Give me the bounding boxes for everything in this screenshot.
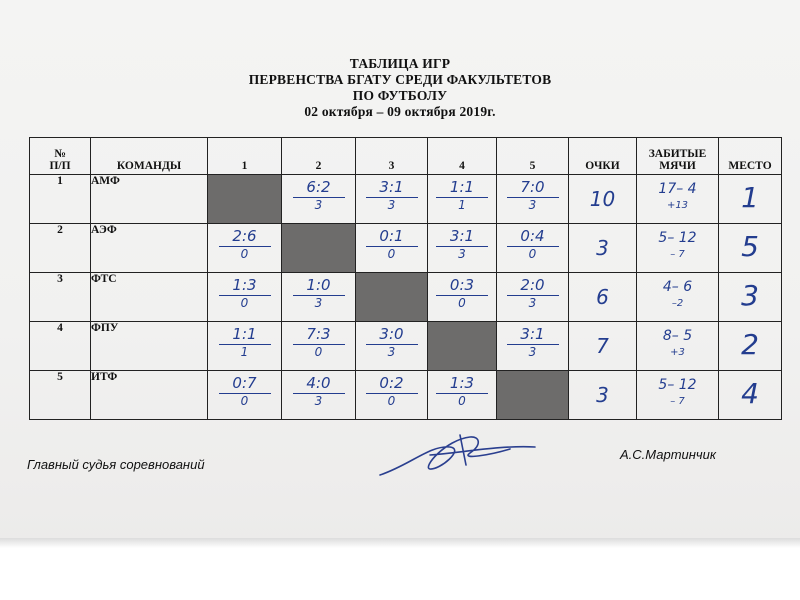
match-score: 3:1 — [366, 179, 418, 198]
header-num: № П/П — [30, 138, 91, 175]
header-col-5: 5 — [497, 138, 569, 175]
goal-difference: –2 — [671, 298, 684, 309]
row-number: 3 — [30, 273, 91, 322]
goals-ratio: 5– 12 — [658, 377, 697, 393]
match-points: 3 — [314, 198, 323, 212]
diagonal-cell — [208, 175, 282, 224]
total-points: 3 — [596, 383, 609, 407]
row-number: 1 — [30, 175, 91, 224]
score-cell — [282, 175, 356, 224]
row-number: 4 — [30, 322, 91, 371]
place-cell — [719, 175, 782, 224]
diagonal-cell — [428, 322, 497, 371]
total-points: 3 — [596, 236, 609, 260]
paper-edge — [0, 538, 800, 548]
table-row — [30, 175, 782, 224]
header-place: МЕСТО — [719, 138, 782, 175]
judge-label: Главный судья соревнований — [27, 457, 205, 472]
match-points: 0 — [240, 394, 249, 408]
goal-difference: – 7 — [670, 249, 685, 260]
points-cell — [569, 224, 637, 273]
match-points: 0 — [458, 394, 466, 408]
diagonal-cell — [282, 224, 356, 273]
match-points: 3 — [528, 345, 537, 359]
goals-ratio: 5– 12 — [658, 230, 697, 246]
match-points: 0 — [240, 247, 249, 261]
table-header-row — [30, 138, 782, 175]
match-score: 3:0 — [366, 326, 418, 345]
goal-difference: +13 — [666, 200, 689, 211]
match-score: 0:4 — [507, 228, 559, 247]
results-table — [29, 137, 782, 420]
score-cell — [356, 175, 428, 224]
total-points: 10 — [589, 187, 616, 211]
score-cell — [208, 273, 282, 322]
goals-cell — [637, 175, 719, 224]
score-cell — [282, 322, 356, 371]
score-cell — [208, 224, 282, 273]
final-place: 4 — [741, 377, 759, 410]
header-points: ОЧКИ — [569, 138, 637, 175]
header-col-3: 3 — [356, 138, 428, 175]
team-name: ФПУ — [91, 322, 208, 371]
match-points: 3 — [314, 296, 323, 310]
goals-ratio: 17– 4 — [658, 181, 697, 197]
header-goals: ЗАБИТЫЕ МЯЧИ — [637, 138, 719, 175]
goals-ratio: 8– 5 — [662, 328, 693, 344]
match-points: 0 — [387, 247, 396, 261]
goal-difference: – 7 — [670, 396, 685, 407]
judge-name: А.С.Мартинчик — [620, 447, 717, 462]
header-col-4: 4 — [428, 138, 497, 175]
match-points: 3 — [387, 198, 396, 212]
score-cell — [497, 273, 569, 322]
team-name: ФТС — [91, 273, 208, 322]
points-cell — [569, 322, 637, 371]
match-score: 1:3 — [436, 375, 488, 394]
team-name: АМФ — [91, 175, 208, 224]
final-place: 5 — [741, 230, 759, 263]
match-score: 1:0 — [293, 277, 345, 296]
header-col-2: 2 — [282, 138, 356, 175]
score-cell — [282, 371, 356, 420]
diagonal-cell — [497, 371, 569, 420]
score-cell — [208, 371, 282, 420]
match-score: 6:2 — [293, 179, 345, 198]
score-cell — [356, 371, 428, 420]
match-score: 2:0 — [507, 277, 559, 296]
goals-cell — [637, 273, 719, 322]
place-cell — [719, 273, 782, 322]
match-points: 3 — [528, 296, 537, 310]
score-cell — [356, 322, 428, 371]
score-cell — [497, 224, 569, 273]
score-cell — [208, 322, 282, 371]
goals-cell — [637, 224, 719, 273]
match-score: 1:1 — [436, 179, 488, 198]
header-col-1: 1 — [208, 138, 282, 175]
goal-difference: +3 — [670, 347, 685, 358]
goals-cell — [637, 322, 719, 371]
header-teams: КОМАНДЫ — [91, 138, 208, 175]
match-score: 4:0 — [293, 375, 345, 394]
match-score: 2:6 — [219, 228, 271, 247]
title-line-2: ПЕРВЕНСТВА БГАТУ СРЕДИ ФАКУЛЬТЕТОВ — [248, 72, 552, 87]
match-score: 0:1 — [366, 228, 418, 247]
team-name: ИТФ — [91, 371, 208, 420]
goals-ratio: 4– 6 — [662, 279, 693, 295]
score-cell — [356, 224, 428, 273]
match-score: 3:1 — [436, 228, 488, 247]
match-score: 1:1 — [219, 326, 271, 345]
match-points: 1 — [458, 198, 466, 212]
match-score: 7:0 — [507, 179, 559, 198]
score-cell — [497, 175, 569, 224]
title-line-3: ПО ФУТБОЛУ — [352, 88, 448, 103]
table-row — [30, 273, 782, 322]
match-score: 3:1 — [507, 326, 559, 345]
score-cell — [428, 273, 497, 322]
score-cell — [428, 175, 497, 224]
signature-image — [370, 425, 540, 485]
goals-cell — [637, 371, 719, 420]
final-place: 1 — [741, 181, 759, 214]
place-cell — [719, 371, 782, 420]
table-row — [30, 371, 782, 420]
match-score: 0:2 — [366, 375, 418, 394]
score-cell — [428, 224, 497, 273]
table-row — [30, 322, 782, 371]
document-title — [0, 56, 800, 120]
total-points: 6 — [596, 285, 609, 309]
match-points: 0 — [458, 296, 466, 310]
match-points: 0 — [314, 345, 323, 359]
match-points: 1 — [240, 345, 249, 359]
title-line-1: ТАБЛИЦА ИГР — [349, 56, 451, 71]
final-place: 2 — [741, 328, 759, 361]
final-place: 3 — [741, 279, 759, 312]
points-cell — [569, 371, 637, 420]
points-cell — [569, 175, 637, 224]
row-number: 5 — [30, 371, 91, 420]
team-name: АЭФ — [91, 224, 208, 273]
score-cell — [497, 322, 569, 371]
match-score: 1:3 — [219, 277, 271, 296]
match-points: 0 — [528, 247, 537, 261]
row-number: 2 — [30, 224, 91, 273]
match-points: 0 — [387, 394, 396, 408]
table-row — [30, 224, 782, 273]
match-score: 0:7 — [219, 375, 271, 394]
title-line-4: 02 октября – 09 октября 2019г. — [304, 104, 496, 119]
total-points: 7 — [596, 334, 609, 358]
place-cell — [719, 224, 782, 273]
match-points: 3 — [458, 247, 466, 261]
match-points: 0 — [240, 296, 249, 310]
points-cell — [569, 273, 637, 322]
match-score: 0:3 — [436, 277, 488, 296]
score-cell — [282, 273, 356, 322]
match-points: 3 — [314, 394, 323, 408]
score-cell — [428, 371, 497, 420]
match-points: 3 — [528, 198, 537, 212]
match-points: 3 — [387, 345, 396, 359]
match-score: 7:3 — [293, 326, 345, 345]
place-cell — [719, 322, 782, 371]
diagonal-cell — [356, 273, 428, 322]
